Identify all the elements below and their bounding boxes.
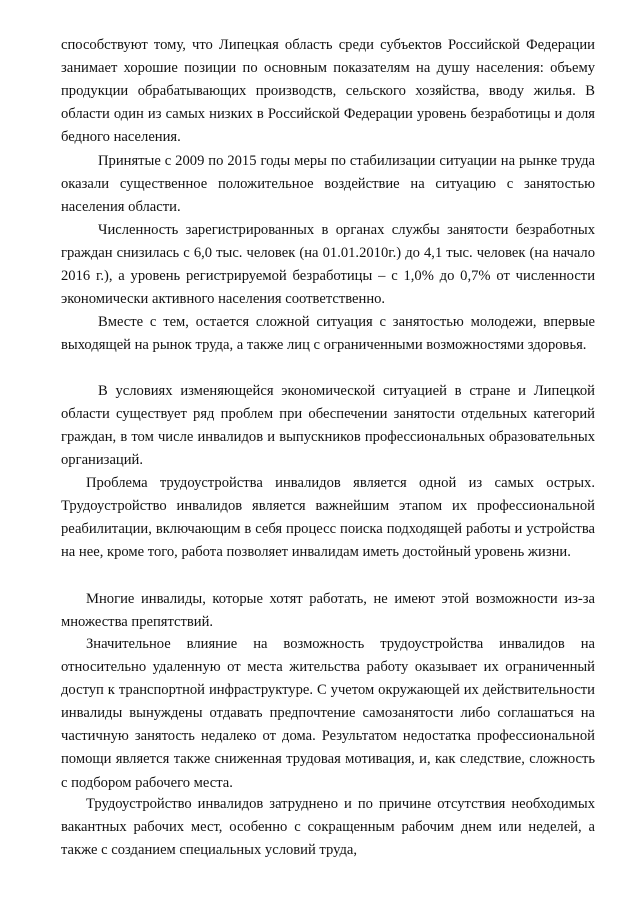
paragraph-vacancy-shortage: Трудоустройство инвалидов затруднено и по причине отсутствия необходимых вакантных рабочих мест, особенно с сокращенным рабочим днем или неделей, а также с созданием специальных условий труда, (61, 796, 595, 859)
paragraph-youth-employment: Вместе с тем, остается сложной ситуация с занятостью молодежи, впервые выходящей на рынок труда, а также лиц с ограниченными возможностями здоровья. (61, 314, 595, 354)
paragraph-obstacles: Многие инвалиды, которые хотят работать, не имеют этой возможности из-за множества препятствий. (61, 591, 595, 631)
paragraph-employment-problems: В условиях изменяющейся экономической ситуацией в стране и Липецкой области существует ряд проблем при обеспечении занятости отдельных категорий граждан, в том числе инвалидов и выпускников профессиональных образовательных организаций. (61, 383, 595, 469)
paragraph-unemployment-figures: Численность зарегистрированных в органах службы занятости безработных граждан снизилась с 6,0 тыс. человек (на 01.01.2010г.) до 4,1 тыс. человек (на начало 2016 г.), а уровень регистрируемой безработицы – с 1,0% до 0,7% от численности экономически активного населения соответственно. (61, 222, 595, 308)
paragraph-disabled-employment-problem: Проблема трудоустройства инвалидов является одной из самых острых. Трудоустройство инвалидов является важнейшим этапом их профессиональной реабилитации, включающим в себя процесс поиска подходящей работы и устройства на нее, кроме того, работа позволяет инвалидам иметь достойный уровень жизни. (61, 475, 595, 561)
paragraph-transport-access: Значительное влияние на возможность трудоустройства инвалидов на относительно удаленную от места жительства работу оказывает их ограниченный доступ к транспортной инфраструктуре. С учетом окружающей их действительности инвалиды вынуждены отдавать предпочтение самозанятости либо соглашаться на частичную занятость недалеко от дома. Результатом недостатка профессиональной помощи является также сниженная трудовая мотивация, и, как следствие, сложность с подбором рабочего места. (61, 636, 595, 791)
paragraph-regional-position: способствуют тому, что Липецкая область среди субъектов Российской Федерации занимает хорошие позиции по основным показателям на душу населения: объему продукции обрабатывающих производств, сельского хозяйства, вводу жилья. В области один из самых низких в Российской Федерации уровень безработицы и доля бедного населения. (61, 37, 595, 146)
paragraph-stabilization-measures: Принятые с 2009 по 2015 годы меры по стабилизации ситуации на рынке труда оказали существенное положительное воздействие на ситуацию с занятостью населения области. (61, 153, 595, 216)
